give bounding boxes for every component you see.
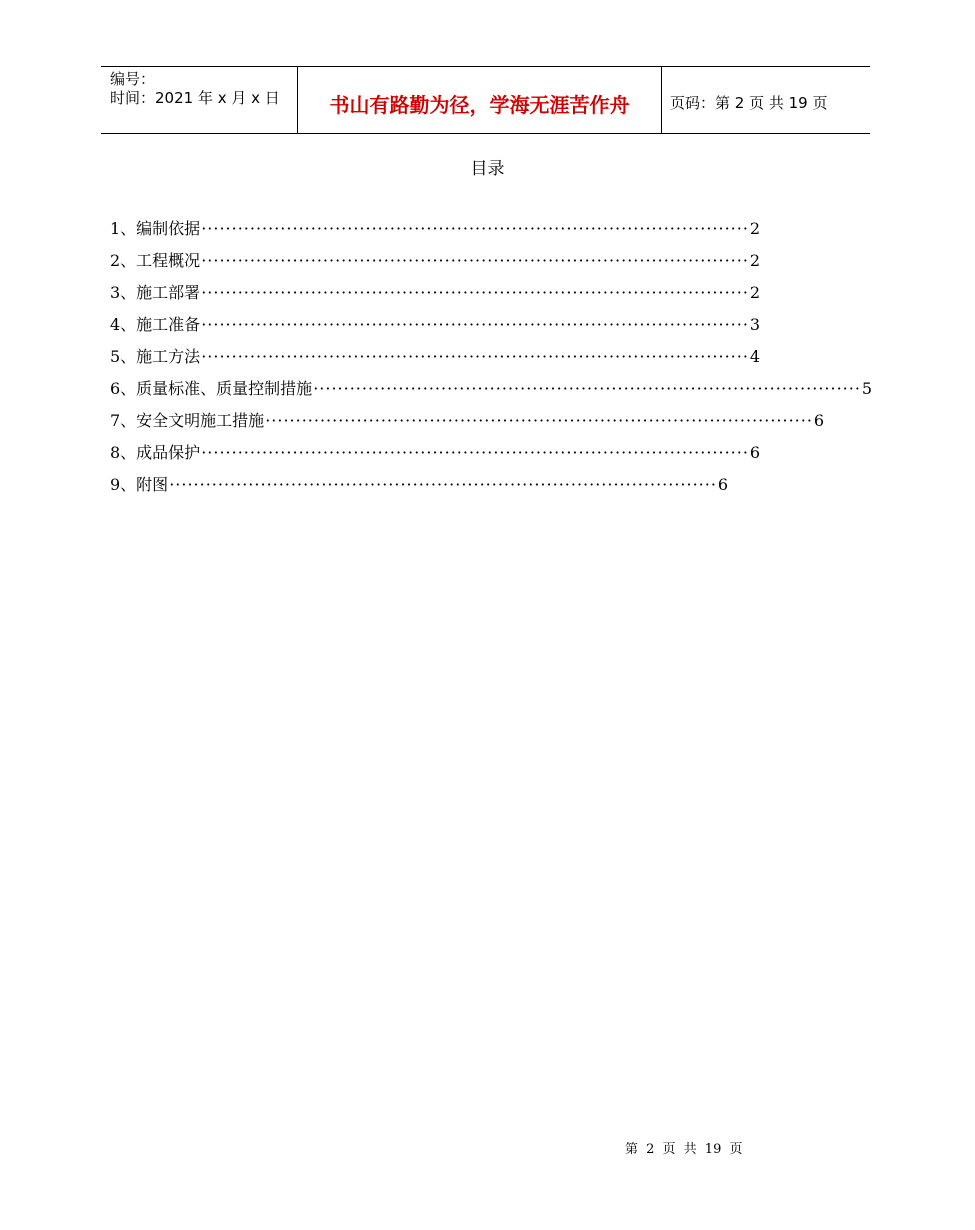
- toc-item-label: 2、工程概况: [110, 251, 201, 270]
- toc-item-label: 5、施工方法: [110, 347, 201, 366]
- toc-item-label: 8、成品保护: [110, 443, 201, 462]
- document-header: [101, 66, 870, 134]
- toc-item[interactable]: [110, 410, 825, 442]
- toc-item-page: 2: [749, 219, 761, 238]
- toc-leader-dots: ··························································································: [313, 379, 861, 398]
- toc-item[interactable]: [110, 378, 873, 410]
- toc-leader-dots: ··························································································: [201, 251, 749, 270]
- motto-text: 书山有路勤为径，学海无涯苦作舟: [329, 93, 630, 117]
- toc-item[interactable]: [110, 282, 761, 314]
- toc-item[interactable]: [110, 474, 729, 506]
- toc-item-page: 6: [813, 411, 825, 430]
- header-page-cell: [661, 67, 870, 133]
- toc-item-label: 1、编制依据: [110, 219, 201, 238]
- header-page-info: 页码：第 2 页 共 19 页: [670, 94, 828, 112]
- toc-leader-dots: ··························································································: [201, 347, 749, 366]
- toc-leader-dots: ··························································································: [201, 443, 749, 462]
- toc-leader-dots: ··························································································: [265, 411, 813, 430]
- toc-item-label: 6、质量标准、质量控制措施: [110, 379, 313, 398]
- toc-item[interactable]: [110, 250, 761, 282]
- time-label: 时间：2021 年 x 月 x 日: [110, 89, 280, 107]
- toc-item[interactable]: [110, 314, 761, 346]
- page-footer: 第 2 页 共 19 页: [625, 1142, 743, 1157]
- toc-item-page: 4: [749, 347, 761, 366]
- toc-item-page: 3: [749, 315, 761, 334]
- toc-item-page: 2: [749, 251, 761, 270]
- toc-leader-dots: ··························································································: [169, 475, 717, 494]
- toc-item-page: 2: [749, 283, 761, 302]
- toc-item-page: 6: [749, 443, 761, 462]
- header-meta-cell: [101, 67, 297, 133]
- toc-leader-dots: ··························································································: [201, 219, 749, 238]
- toc-item-label: 4、施工准备: [110, 315, 201, 334]
- toc-item[interactable]: [110, 346, 761, 378]
- toc-leader-dots: ··························································································: [201, 283, 749, 302]
- toc-item[interactable]: [110, 442, 761, 474]
- toc-item-label: 3、施工部署: [110, 283, 201, 302]
- toc-item-page: 5: [861, 379, 873, 398]
- toc-item-page: 6: [717, 475, 729, 494]
- table-of-contents: [110, 218, 873, 506]
- toc-title: 目录: [470, 159, 505, 179]
- header-motto-cell: [297, 67, 662, 133]
- number-label: 编号：: [110, 70, 156, 88]
- toc-leader-dots: ··························································································: [201, 315, 749, 334]
- toc-item-label: 7、安全文明施工措施: [110, 411, 265, 430]
- toc-item-label: 9、附图: [110, 475, 169, 494]
- toc-item[interactable]: [110, 218, 761, 250]
